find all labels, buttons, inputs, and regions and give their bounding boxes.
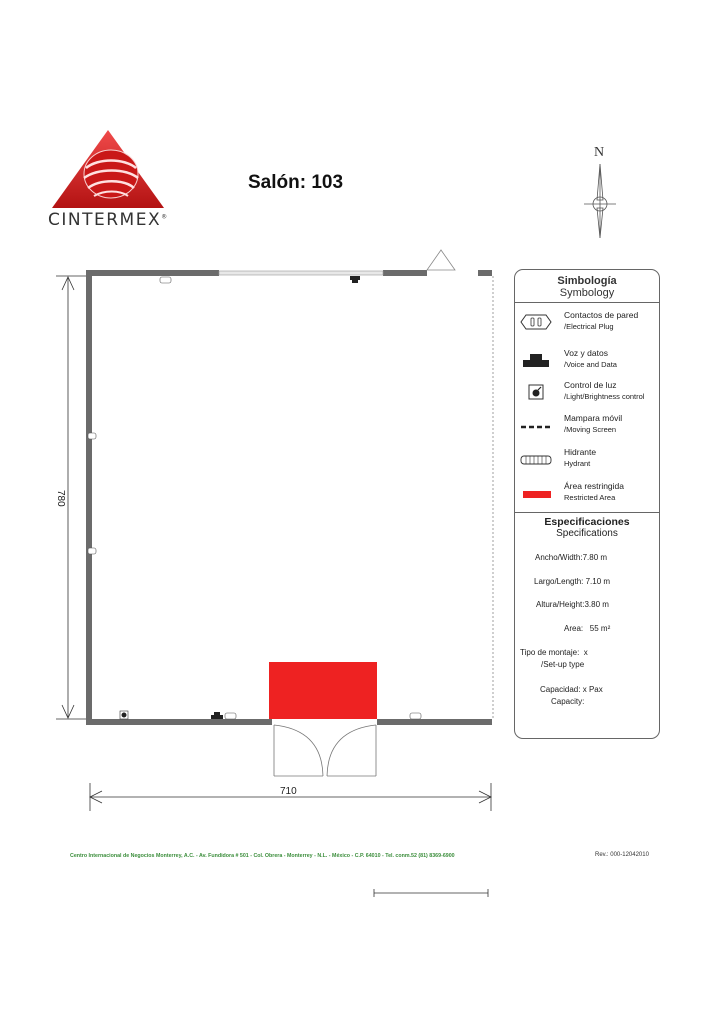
legend-label-en: /Moving Screen — [564, 425, 617, 434]
restricted-area — [269, 662, 377, 719]
spec-capacity: Capacidad: x Pax — [540, 685, 603, 694]
voice-data-icons — [211, 276, 360, 719]
legend-item-voice-data — [515, 348, 659, 378]
revision-label: Rev.: 000-12042010 — [595, 852, 649, 858]
legend-item-plug — [515, 310, 659, 340]
spec-setup-en: /Set-up type — [541, 660, 585, 669]
entry-triangle — [427, 250, 455, 270]
legend-label-en: Restricted Area — [564, 493, 616, 502]
hydrant-icon — [520, 451, 552, 467]
legend-label-en: /Electrical Plug — [564, 322, 614, 331]
north-label: N — [594, 145, 605, 160]
legend-label-en: /Voice and Data — [564, 360, 617, 369]
legend-label: Contactos de pared — [564, 310, 639, 320]
plug-icons — [88, 277, 421, 719]
spec-area: Area: 55 m² — [564, 624, 611, 633]
spec-length: Largo/Length: 7.10 m — [534, 577, 611, 586]
dimension-height-label: 780 — [55, 490, 66, 507]
legend-item-hydrant — [515, 447, 659, 477]
logo-wordmark: CINTERMEX® — [48, 210, 169, 230]
spec-width: Ancho/Width:7.80 m — [535, 553, 608, 562]
light-control-icon — [520, 384, 552, 400]
legend-item-restricted — [515, 481, 659, 511]
legend-panel — [514, 269, 660, 739]
specs-divider — [515, 512, 659, 513]
legend-label: Voz y datos — [564, 348, 608, 358]
light-control-icon — [120, 711, 128, 719]
window-top — [219, 271, 383, 275]
legend-title: Simbología — [557, 275, 617, 287]
dimension-width-label: 710 — [280, 786, 297, 797]
legend-label: Control de luz — [564, 380, 617, 390]
legend-label: Mampara móvil — [564, 413, 623, 423]
double-doors — [274, 725, 376, 776]
legend-label-en: Hydrant — [564, 459, 591, 468]
legend-title-en: Symbology — [559, 287, 615, 299]
legend-item-light — [515, 380, 659, 410]
scale-bar — [374, 889, 488, 897]
spec-setup: Tipo de montaje: x — [520, 648, 588, 657]
walls — [86, 270, 492, 725]
legend-label: Hidrante — [564, 447, 597, 457]
legend-label: Área restringida — [564, 481, 625, 491]
footer-address: Centro Internacional de Negocios Monterrey, A.C. - Av. Fundidora # 501 - Col. Obrera - Monterrey - N.L. - México - C.P. 64010 - Tel. conm.52 (81) 8369-6900 — [70, 853, 455, 859]
spec-height: Altura/Height:3.80 m — [536, 600, 609, 609]
electrical-plug-icon — [520, 314, 552, 330]
legend-divider — [515, 302, 659, 303]
voice-data-icon — [520, 352, 552, 368]
specs-title: Especificaciones Specifications — [544, 516, 630, 539]
restricted-area-icon — [520, 485, 552, 501]
legend-item-screen — [515, 413, 659, 443]
legend-label-en: /Light/Brightness control — [564, 392, 645, 401]
spec-capacity-en: Capacity: — [551, 697, 585, 706]
moving-screen-icon — [520, 417, 552, 433]
page-title: Salón: 103 — [248, 172, 344, 193]
